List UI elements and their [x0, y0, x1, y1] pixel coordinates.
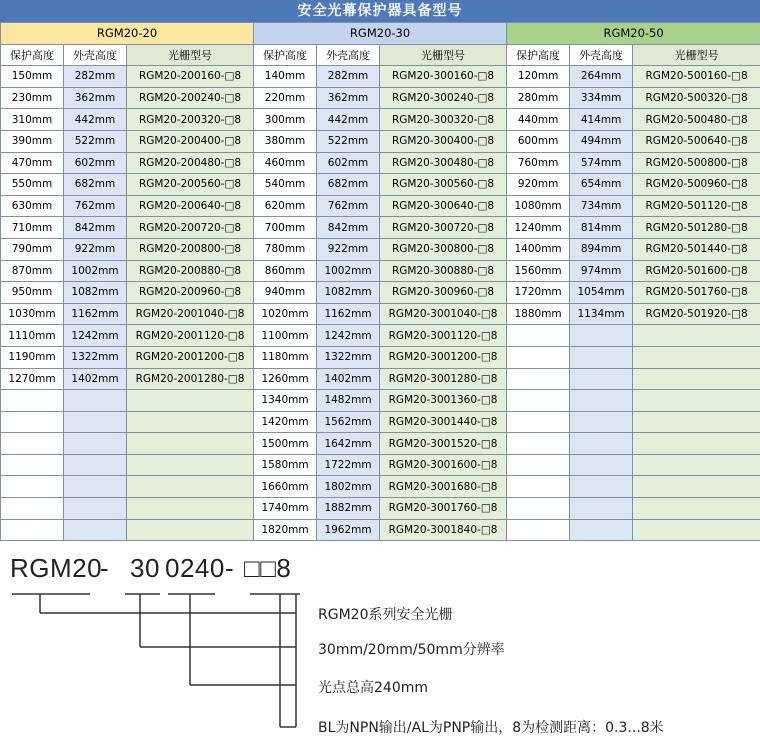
- model-cell: [633, 390, 760, 412]
- protection-height-cell: 390mm: [1, 130, 64, 152]
- shell-height-cell: 1562mm: [317, 411, 380, 433]
- model-cell: RGM20-3001840-□8: [380, 519, 507, 541]
- shell-height-cell: 1402mm: [317, 368, 380, 390]
- table-row: [1, 174, 760, 196]
- model-cell: RGM20-501600-□8: [633, 260, 760, 282]
- protection-height-cell: 460mm: [254, 152, 317, 174]
- shell-height-cell: 762mm: [317, 195, 380, 217]
- desc-height: 光点总高240mm: [318, 680, 428, 696]
- shell-height-cell: 974mm: [570, 260, 633, 282]
- model-cell: RGM20-3001120-□8: [380, 325, 507, 347]
- model-cell: RGM20-501760-□8: [633, 282, 760, 304]
- shell-height-cell: [64, 411, 127, 433]
- protection-height-cell: 860mm: [254, 260, 317, 282]
- protection-height-cell: 1260mm: [254, 368, 317, 390]
- model-cell: RGM20-3001520-□8: [380, 433, 507, 455]
- shell-height-cell: [64, 433, 127, 455]
- desc-output: BL为NPN输出/AL为PNP输出，8为检测距离：0.3...8米: [318, 720, 664, 736]
- table-row: [1, 325, 760, 347]
- shell-height-cell: 682mm: [317, 174, 380, 196]
- shell-height-cell: 602mm: [64, 152, 127, 174]
- table-row: [1, 260, 760, 282]
- shell-height-cell: 282mm: [64, 66, 127, 88]
- protection-height-cell: [1, 519, 64, 541]
- model-cell: RGM20-500160-□8: [633, 66, 760, 88]
- protection-height-cell: [507, 454, 570, 476]
- model-cell: RGM20-3001760-□8: [380, 498, 507, 520]
- model-cell: [127, 454, 254, 476]
- model-cell: [633, 368, 760, 390]
- model-cell: RGM20-3001200-□8: [380, 346, 507, 368]
- protection-height-cell: 950mm: [1, 282, 64, 304]
- protection-height-cell: [507, 368, 570, 390]
- shell-height-cell: 842mm: [64, 217, 127, 239]
- model-cell: [633, 411, 760, 433]
- model-cell: [127, 433, 254, 455]
- protection-height-cell: 710mm: [1, 217, 64, 239]
- shell-height-cell: [64, 390, 127, 412]
- shell-height-cell: 362mm: [64, 87, 127, 109]
- shell-height-cell: 922mm: [317, 238, 380, 260]
- group-header-rgm20-30: RGM20-30: [254, 23, 507, 45]
- model-cell: RGM20-500640-□8: [633, 130, 760, 152]
- shell-height-cell: 1242mm: [64, 325, 127, 347]
- code-output-range: □□8: [244, 553, 292, 583]
- model-cell: RGM20-300960-□8: [380, 282, 507, 304]
- protection-height-cell: [507, 519, 570, 541]
- protection-height-cell: 1420mm: [254, 411, 317, 433]
- protection-height-cell: [507, 498, 570, 520]
- shell-height-cell: 494mm: [570, 130, 633, 152]
- code-dash: -: [225, 553, 235, 583]
- model-cell: RGM20-300160-□8: [380, 66, 507, 88]
- protection-height-cell: 550mm: [1, 174, 64, 196]
- model-cell: [127, 498, 254, 520]
- shell-height-cell: [64, 476, 127, 498]
- shell-height-cell: 442mm: [317, 109, 380, 131]
- shell-height-cell: 762mm: [64, 195, 127, 217]
- table-body: [1, 66, 760, 541]
- shell-height-cell: 442mm: [64, 109, 127, 131]
- table-row: [1, 109, 760, 131]
- shell-height-cell: [570, 476, 633, 498]
- protection-height-cell: 470mm: [1, 152, 64, 174]
- protection-height-cell: [507, 325, 570, 347]
- protection-height-cell: [1, 390, 64, 412]
- protection-height-cell: 1500mm: [254, 433, 317, 455]
- protection-height-cell: 1240mm: [507, 217, 570, 239]
- protection-height-cell: [1, 498, 64, 520]
- protection-height-cell: 1030mm: [1, 303, 64, 325]
- group-header-rgm20-20: RGM20-20: [1, 23, 254, 45]
- protection-height-cell: 920mm: [507, 174, 570, 196]
- model-table: [0, 22, 760, 541]
- table-row: [1, 217, 760, 239]
- model-cell: RGM20-500800-□8: [633, 152, 760, 174]
- model-cell: RGM20-300400-□8: [380, 130, 507, 152]
- protection-height-cell: 1190mm: [1, 346, 64, 368]
- model-cell: RGM20-3001600-□8: [380, 454, 507, 476]
- shell-height-cell: 1162mm: [317, 303, 380, 325]
- model-cell: [127, 519, 254, 541]
- shell-height-cell: 734mm: [570, 195, 633, 217]
- model-cell: RGM20-300720-□8: [380, 217, 507, 239]
- protection-height-cell: 700mm: [254, 217, 317, 239]
- shell-height-cell: [570, 390, 633, 412]
- model-cell: [633, 346, 760, 368]
- model-cell: [633, 476, 760, 498]
- model-cell: RGM20-200320-□8: [127, 109, 254, 131]
- protection-height-cell: 620mm: [254, 195, 317, 217]
- shell-height-cell: 814mm: [570, 217, 633, 239]
- shell-height-cell: 1322mm: [64, 346, 127, 368]
- shell-height-cell: 264mm: [570, 66, 633, 88]
- protection-height-cell: [507, 476, 570, 498]
- protection-height-cell: 1660mm: [254, 476, 317, 498]
- table-row: [1, 390, 760, 412]
- table-row: [1, 87, 760, 109]
- col-header-shell-height: 外壳高度: [317, 44, 380, 66]
- protection-height-cell: 1560mm: [507, 260, 570, 282]
- col-header-model: 光栅型号: [380, 44, 507, 66]
- model-cell: RGM20-501440-□8: [633, 238, 760, 260]
- shell-height-cell: 1082mm: [64, 282, 127, 304]
- shell-height-cell: [570, 433, 633, 455]
- model-cell: [127, 411, 254, 433]
- code-prefix: RGM20: [10, 553, 103, 583]
- protection-height-cell: 790mm: [1, 238, 64, 260]
- shell-height-cell: [570, 498, 633, 520]
- shell-height-cell: 842mm: [317, 217, 380, 239]
- table-row: [1, 498, 760, 520]
- model-cell: RGM20-2001280-□8: [127, 368, 254, 390]
- model-cell: RGM20-501920-□8: [633, 303, 760, 325]
- model-cell: RGM20-2001200-□8: [127, 346, 254, 368]
- protection-height-cell: 1740mm: [254, 498, 317, 520]
- shell-height-cell: 1722mm: [317, 454, 380, 476]
- model-cell: RGM20-300320-□8: [380, 109, 507, 131]
- col-header-protection-height: 保护高度: [1, 44, 64, 66]
- protection-height-cell: 870mm: [1, 260, 64, 282]
- shell-height-cell: 682mm: [64, 174, 127, 196]
- protection-height-cell: 300mm: [254, 109, 317, 131]
- shell-height-cell: [570, 519, 633, 541]
- shell-height-cell: [64, 454, 127, 476]
- model-cell: RGM20-300640-□8: [380, 195, 507, 217]
- model-cell: RGM20-200800-□8: [127, 238, 254, 260]
- table-row: [1, 454, 760, 476]
- col-header-protection-height: 保护高度: [254, 44, 317, 66]
- col-header-model: 光栅型号: [127, 44, 254, 66]
- model-cell: RGM20-200640-□8: [127, 195, 254, 217]
- shell-height-cell: 922mm: [64, 238, 127, 260]
- shell-height-cell: 1322mm: [317, 346, 380, 368]
- protection-height-cell: [1, 411, 64, 433]
- model-cell: RGM20-300560-□8: [380, 174, 507, 196]
- shell-height-cell: [570, 411, 633, 433]
- model-cell: [633, 498, 760, 520]
- model-cell: [633, 433, 760, 455]
- model-cell: RGM20-200240-□8: [127, 87, 254, 109]
- col-header-shell-height: 外壳高度: [570, 44, 633, 66]
- table-row: [1, 303, 760, 325]
- shell-height-cell: 414mm: [570, 109, 633, 131]
- table-row: [1, 195, 760, 217]
- shell-height-cell: 574mm: [570, 152, 633, 174]
- model-cell: RGM20-3001360-□8: [380, 390, 507, 412]
- shell-height-cell: 334mm: [570, 87, 633, 109]
- shell-height-cell: 1242mm: [317, 325, 380, 347]
- protection-height-cell: 1080mm: [507, 195, 570, 217]
- model-cell: RGM20-501120-□8: [633, 195, 760, 217]
- model-cell: [633, 325, 760, 347]
- col-header-protection-height: 保护高度: [507, 44, 570, 66]
- protection-height-cell: 1400mm: [507, 238, 570, 260]
- model-cell: RGM20-200960-□8: [127, 282, 254, 304]
- shell-height-cell: 1082mm: [317, 282, 380, 304]
- table-row: [1, 238, 760, 260]
- protection-height-cell: 1100mm: [254, 325, 317, 347]
- protection-height-cell: 1580mm: [254, 454, 317, 476]
- protection-height-cell: 310mm: [1, 109, 64, 131]
- code-height: 0240: [165, 553, 225, 583]
- table-row: [1, 66, 760, 88]
- shell-height-cell: 1882mm: [317, 498, 380, 520]
- shell-height-cell: [570, 346, 633, 368]
- protection-height-cell: [1, 433, 64, 455]
- shell-height-cell: 1802mm: [317, 476, 380, 498]
- shell-height-cell: 894mm: [570, 238, 633, 260]
- shell-height-cell: 1482mm: [317, 390, 380, 412]
- protection-height-cell: 280mm: [507, 87, 570, 109]
- protection-height-cell: 1880mm: [507, 303, 570, 325]
- table-row: [1, 411, 760, 433]
- protection-height-cell: [1, 476, 64, 498]
- table-row: [1, 130, 760, 152]
- shell-height-cell: 1002mm: [64, 260, 127, 282]
- shell-height-cell: 522mm: [64, 130, 127, 152]
- protection-height-cell: 1020mm: [254, 303, 317, 325]
- shell-height-cell: [64, 498, 127, 520]
- model-cell: RGM20-2001040-□8: [127, 303, 254, 325]
- protection-height-cell: [507, 433, 570, 455]
- model-cell: RGM20-200400-□8: [127, 130, 254, 152]
- model-cell: RGM20-200160-□8: [127, 66, 254, 88]
- model-cell: [633, 519, 760, 541]
- protection-height-cell: 1820mm: [254, 519, 317, 541]
- table-row: [1, 346, 760, 368]
- shell-height-cell: [570, 368, 633, 390]
- model-cell: RGM20-3001440-□8: [380, 411, 507, 433]
- model-cell: RGM20-200880-□8: [127, 260, 254, 282]
- table-row: [1, 476, 760, 498]
- shell-height-cell: 362mm: [317, 87, 380, 109]
- model-cell: RGM20-500960-□8: [633, 174, 760, 196]
- shell-height-cell: [570, 325, 633, 347]
- shell-height-cell: 282mm: [317, 66, 380, 88]
- model-cell: RGM20-3001040-□8: [380, 303, 507, 325]
- model-cell: RGM20-200480-□8: [127, 152, 254, 174]
- model-cell: RGM20-2001120-□8: [127, 325, 254, 347]
- protection-height-cell: 120mm: [507, 66, 570, 88]
- col-header-model: 光栅型号: [633, 44, 760, 66]
- table-row: [1, 282, 760, 304]
- protection-height-cell: 1340mm: [254, 390, 317, 412]
- shell-height-cell: [570, 454, 633, 476]
- sheet-title: 安全光幕保护器具备型号: [0, 0, 760, 22]
- shell-height-cell: 1134mm: [570, 303, 633, 325]
- protection-height-cell: 540mm: [254, 174, 317, 196]
- model-cell: [127, 390, 254, 412]
- protection-height-cell: 380mm: [254, 130, 317, 152]
- protection-height-cell: 1180mm: [254, 346, 317, 368]
- shell-height-cell: 602mm: [317, 152, 380, 174]
- shell-height-cell: 522mm: [317, 130, 380, 152]
- shell-height-cell: 1962mm: [317, 519, 380, 541]
- protection-height-cell: [507, 390, 570, 412]
- model-cell: RGM20-200560-□8: [127, 174, 254, 196]
- model-cell: RGM20-300800-□8: [380, 238, 507, 260]
- table-row: [1, 152, 760, 174]
- protection-height-cell: 1720mm: [507, 282, 570, 304]
- model-cell: RGM20-500320-□8: [633, 87, 760, 109]
- protection-height-cell: [507, 346, 570, 368]
- shell-height-cell: 1162mm: [64, 303, 127, 325]
- protection-height-cell: 220mm: [254, 87, 317, 109]
- shell-height-cell: 654mm: [570, 174, 633, 196]
- table-row: [1, 433, 760, 455]
- model-cell: [127, 476, 254, 498]
- model-cell: RGM20-300240-□8: [380, 87, 507, 109]
- model-cell: RGM20-200720-□8: [127, 217, 254, 239]
- protection-height-cell: 780mm: [254, 238, 317, 260]
- protection-height-cell: 1110mm: [1, 325, 64, 347]
- protection-height-cell: 140mm: [254, 66, 317, 88]
- model-cell: [633, 454, 760, 476]
- protection-height-cell: 230mm: [1, 87, 64, 109]
- protection-height-cell: 150mm: [1, 66, 64, 88]
- model-cell: RGM20-3001680-□8: [380, 476, 507, 498]
- table-row: [1, 368, 760, 390]
- shell-height-cell: 1402mm: [64, 368, 127, 390]
- shell-height-cell: [64, 519, 127, 541]
- model-cell: RGM20-300480-□8: [380, 152, 507, 174]
- protection-height-cell: [1, 454, 64, 476]
- protection-height-cell: 1270mm: [1, 368, 64, 390]
- shell-height-cell: 1002mm: [317, 260, 380, 282]
- model-code-diagram: [0, 549, 760, 749]
- model-cell: RGM20-3001280-□8: [380, 368, 507, 390]
- model-cell: RGM20-501280-□8: [633, 217, 760, 239]
- shell-height-cell: 1054mm: [570, 282, 633, 304]
- shell-height-cell: 1642mm: [317, 433, 380, 455]
- protection-height-cell: 630mm: [1, 195, 64, 217]
- model-cell: RGM20-300880-□8: [380, 260, 507, 282]
- group-header-rgm20-50: RGM20-50: [507, 23, 760, 45]
- code-resolution: 30: [130, 553, 160, 583]
- desc-series: RGM20系列安全光栅: [318, 607, 453, 623]
- protection-height-cell: 760mm: [507, 152, 570, 174]
- protection-height-cell: [507, 411, 570, 433]
- col-header-shell-height: 外壳高度: [64, 44, 127, 66]
- desc-resolution: 30mm/20mm/50mm分辨率: [318, 642, 505, 658]
- code-dash: -: [100, 553, 110, 583]
- protection-height-cell: 440mm: [507, 109, 570, 131]
- model-cell: RGM20-500480-□8: [633, 109, 760, 131]
- protection-height-cell: 940mm: [254, 282, 317, 304]
- table-row: [1, 519, 760, 541]
- protection-height-cell: 600mm: [507, 130, 570, 152]
